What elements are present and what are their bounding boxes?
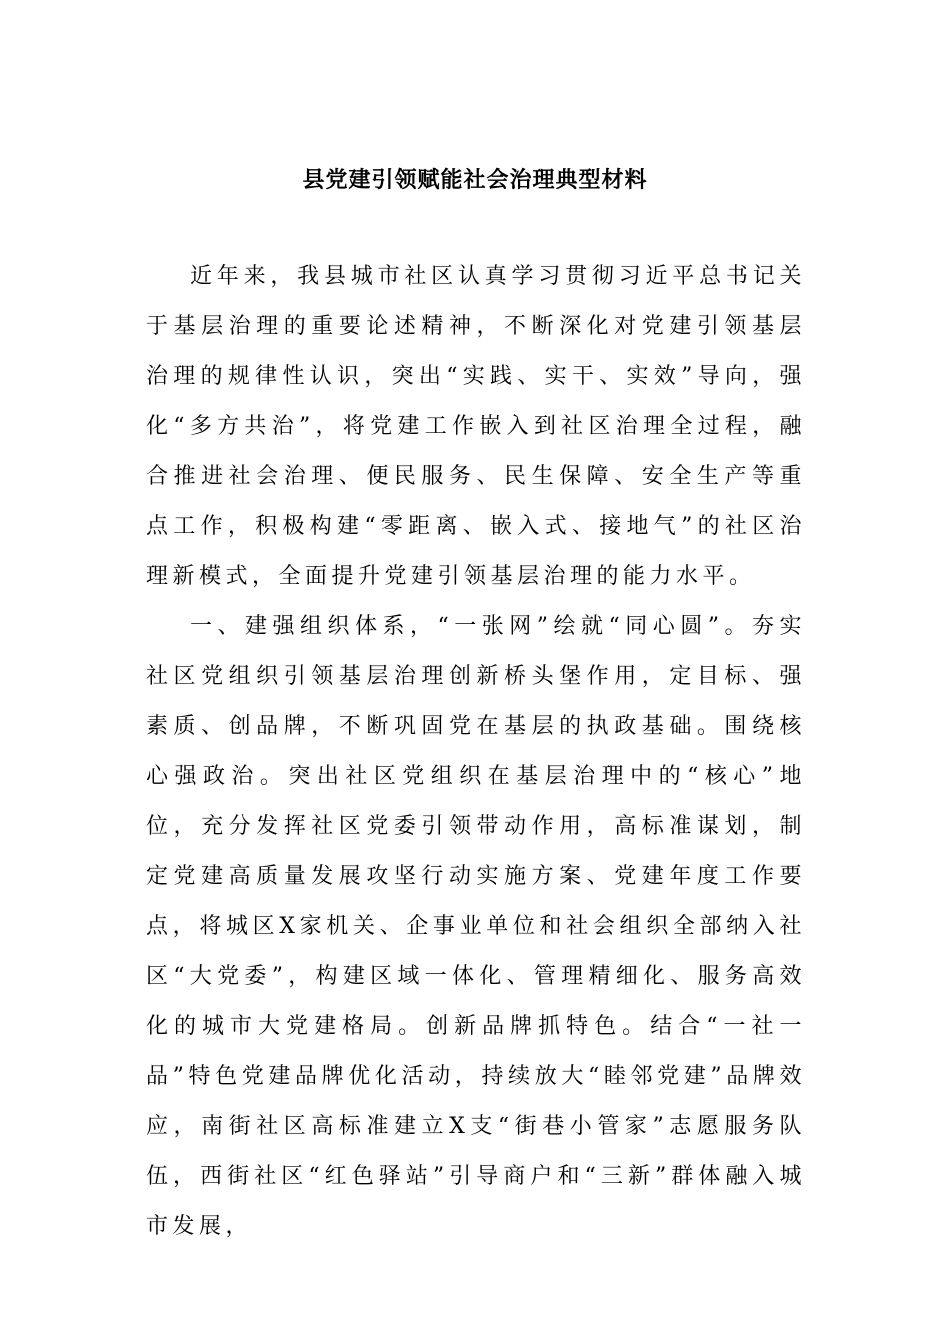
document-body	[146, 252, 806, 1252]
paragraph-section-one: 一、建强组织体系，“一张网”绘就“同心圆”。夯实社区党组织引领基层治理创新桥头堡作用，定目标、强素质、创品牌，不断巩固党在基层的执政基础。围绕核心强政治。突出社区党组织在基层治理中的“核心”地位，充分发挥社区党委引领带动作用，高标准谋划，制定党建高质量发展攻坚行动实施方案、党建年度工作要点，将城区X家机关、企事业单位和社会组织全部纳入社区“大党委”，构建区域一体化、管理精细化、服务高效化的城市大党建格局。创新品牌抓特色。结合“一社一品”特色党建品牌优化活动，持续放大“睦邻党建”品牌效应，南街社区高标准建立X支“街巷小管家”志愿服务队伍，西街社区“红色驿站”引导商户和“三新”群体融入城市发展，	[146, 614, 806, 1239]
paragraph-intro: 近年来，我县城市社区认真学习贯彻习近平总书记关于基层治理的重要论述精神，不断深化对党建引领基层治理的规律性认识，突出“实践、实干、实效”导向，强化“多方共治”，将党建工作嵌入到社区治理全过程，融合推进社会治理、便民服务、民生保障、安全生产等重点工作，积极构建“零距离、嵌入式、接地气”的社区治理新模式，全面提升党建引领基层治理的能力水平。	[146, 264, 806, 589]
document-title: 县党建引领赋能社会治理典型材料	[302, 167, 648, 193]
